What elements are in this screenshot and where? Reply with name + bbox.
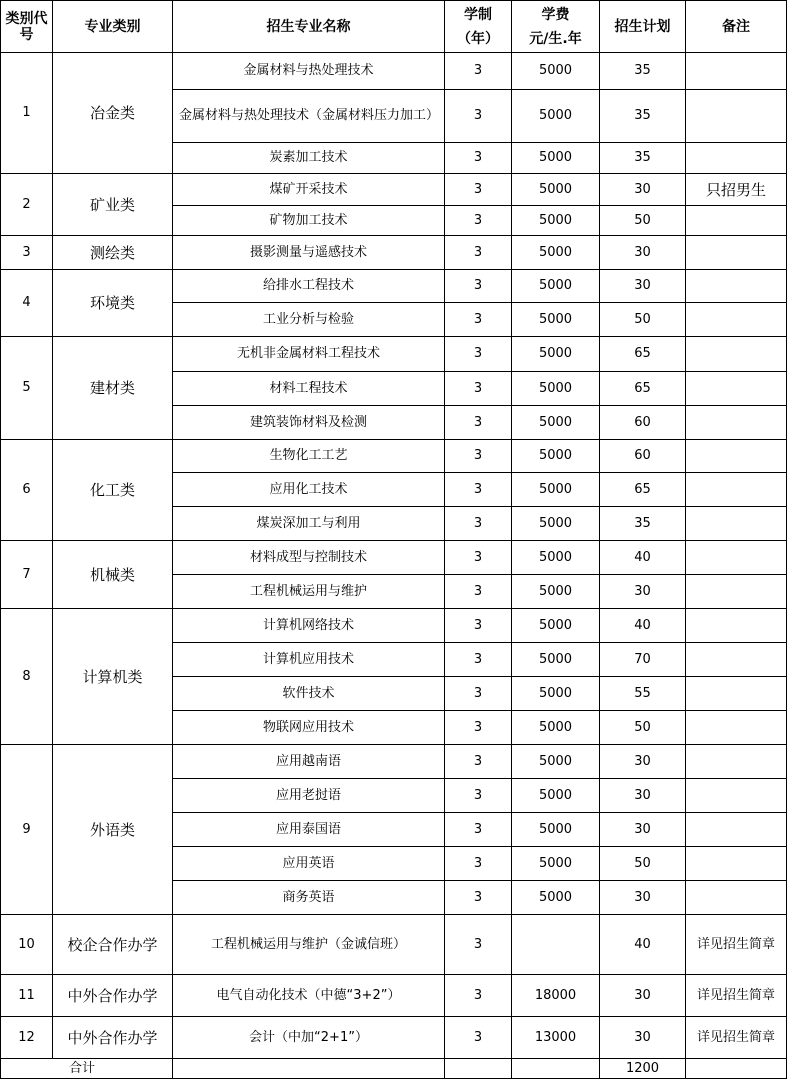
- header-years-line2: （年）: [457, 30, 499, 47]
- category-name: 校企合作办学: [53, 915, 173, 975]
- note-cell: [686, 270, 787, 303]
- category-code: 9: [1, 745, 53, 915]
- table-body: [1, 53, 787, 1059]
- years-cell: 3: [445, 143, 512, 174]
- major-name: 煤矿开采技术: [173, 174, 445, 206]
- fee-cell: 5000: [512, 745, 600, 779]
- plan-cell: 30: [600, 881, 686, 915]
- header-years-line1: 学制: [464, 6, 492, 23]
- note-cell: [686, 779, 787, 813]
- major-name: 无机非金属材料工程技术: [173, 337, 445, 372]
- header-fee-line1: 学费: [541, 6, 570, 23]
- major-name: 物联网应用技术: [173, 711, 445, 745]
- fee-cell: 5000: [512, 813, 600, 847]
- category-code: 5: [1, 337, 53, 440]
- table-row: [1, 975, 787, 1017]
- years-cell: 3: [445, 609, 512, 643]
- header-code: 类别代号: [1, 1, 53, 53]
- years-cell: 3: [445, 541, 512, 575]
- fee-cell: 5000: [512, 473, 600, 507]
- category-name: 计算机类: [53, 609, 173, 745]
- total-empty-major: [173, 1059, 445, 1079]
- plan-cell: 40: [600, 915, 686, 975]
- fee-cell: 5000: [512, 643, 600, 677]
- plan-cell: 55: [600, 677, 686, 711]
- total-empty-years: [445, 1059, 512, 1079]
- header-plan: 招生计划: [600, 1, 686, 53]
- header-years: [445, 1, 512, 53]
- table-row: [1, 541, 787, 575]
- plan-cell: 30: [600, 575, 686, 609]
- header-category: 专业类别: [53, 1, 173, 53]
- category-code: 1: [1, 53, 53, 174]
- years-cell: 3: [445, 975, 512, 1017]
- years-cell: 3: [445, 206, 512, 236]
- category-code: 2: [1, 174, 53, 236]
- major-name: 建筑装饰材料及检测: [173, 406, 445, 440]
- years-cell: 3: [445, 813, 512, 847]
- category-code: 10: [1, 915, 53, 975]
- years-cell: 3: [445, 53, 512, 90]
- years-cell: 3: [445, 1017, 512, 1059]
- table-row: [1, 440, 787, 473]
- years-cell: 3: [445, 643, 512, 677]
- plan-cell: 60: [600, 440, 686, 473]
- years-cell: 3: [445, 90, 512, 143]
- category-name: 矿业类: [53, 174, 173, 236]
- category-name: 外语类: [53, 745, 173, 915]
- major-name: 工程机械运用与维护: [173, 575, 445, 609]
- note-cell: [686, 372, 787, 406]
- fee-cell: 5000: [512, 677, 600, 711]
- major-name: 材料成型与控制技术: [173, 541, 445, 575]
- category-name: 测绘类: [53, 236, 173, 270]
- note-cell: 只招男生: [686, 174, 787, 206]
- years-cell: 3: [445, 779, 512, 813]
- total-plan: 1200: [600, 1059, 686, 1079]
- plan-cell: 40: [600, 541, 686, 575]
- fee-cell: 5000: [512, 337, 600, 372]
- table-row: [1, 270, 787, 303]
- fee-cell: 5000: [512, 53, 600, 90]
- category-code: 6: [1, 440, 53, 541]
- plan-cell: 30: [600, 174, 686, 206]
- table-row: [1, 236, 787, 270]
- years-cell: 3: [445, 915, 512, 975]
- note-cell: [686, 711, 787, 745]
- table-row: [1, 337, 787, 372]
- major-name: 工业分析与检验: [173, 303, 445, 337]
- note-cell: [686, 609, 787, 643]
- plan-cell: 35: [600, 507, 686, 541]
- category-code: 11: [1, 975, 53, 1017]
- fee-cell: 18000: [512, 975, 600, 1017]
- major-name: 计算机网络技术: [173, 609, 445, 643]
- category-code: 4: [1, 270, 53, 337]
- note-cell: 详见招生简章: [686, 1017, 787, 1059]
- note-cell: 详见招生简章: [686, 975, 787, 1017]
- category-name: 中外合作办学: [53, 1017, 173, 1059]
- header-fee-line2: 元/生.年: [529, 30, 582, 47]
- header-note: 备注: [686, 1, 787, 53]
- major-name: 工程机械运用与维护（金诚信班）: [173, 915, 445, 975]
- plan-cell: 40: [600, 609, 686, 643]
- note-cell: [686, 236, 787, 270]
- note-cell: 详见招生简章: [686, 915, 787, 975]
- note-cell: [686, 881, 787, 915]
- major-name: 商务英语: [173, 881, 445, 915]
- years-cell: 3: [445, 372, 512, 406]
- note-cell: [686, 677, 787, 711]
- plan-cell: 35: [600, 90, 686, 143]
- major-name: 炭素加工技术: [173, 143, 445, 174]
- fee-cell: 5000: [512, 609, 600, 643]
- fee-cell: 5000: [512, 270, 600, 303]
- years-cell: 3: [445, 507, 512, 541]
- plan-cell: 50: [600, 711, 686, 745]
- fee-cell: 5000: [512, 881, 600, 915]
- total-empty-fee: [512, 1059, 600, 1079]
- years-cell: 3: [445, 575, 512, 609]
- fee-cell: 5000: [512, 847, 600, 881]
- header-row: [1, 1, 787, 53]
- major-name: 生物化工工艺: [173, 440, 445, 473]
- category-name: 建材类: [53, 337, 173, 440]
- note-cell: [686, 440, 787, 473]
- table-row: [1, 745, 787, 779]
- category-name: 机械类: [53, 541, 173, 609]
- fee-cell: 5000: [512, 406, 600, 440]
- note-cell: [686, 406, 787, 440]
- major-name: 应用泰国语: [173, 813, 445, 847]
- plan-cell: 30: [600, 270, 686, 303]
- years-cell: 3: [445, 881, 512, 915]
- years-cell: 3: [445, 745, 512, 779]
- plan-cell: 30: [600, 745, 686, 779]
- major-name: 会计（中加“2+1”）: [173, 1017, 445, 1059]
- years-cell: 3: [445, 440, 512, 473]
- major-name: 材料工程技术: [173, 372, 445, 406]
- plan-cell: 65: [600, 337, 686, 372]
- header-major: 招生专业名称: [173, 1, 445, 53]
- note-cell: [686, 90, 787, 143]
- plan-cell: 50: [600, 303, 686, 337]
- major-name: 金属材料与热处理技术: [173, 53, 445, 90]
- fee-cell: 5000: [512, 236, 600, 270]
- major-name: 应用越南语: [173, 745, 445, 779]
- plan-cell: 30: [600, 975, 686, 1017]
- major-name: 应用英语: [173, 847, 445, 881]
- category-code: 3: [1, 236, 53, 270]
- plan-cell: 60: [600, 406, 686, 440]
- plan-cell: 35: [600, 53, 686, 90]
- note-cell: [686, 53, 787, 90]
- category-code: 8: [1, 609, 53, 745]
- years-cell: 3: [445, 236, 512, 270]
- fee-cell: 5000: [512, 440, 600, 473]
- note-cell: [686, 206, 787, 236]
- fee-cell: 5000: [512, 541, 600, 575]
- table-row: [1, 1017, 787, 1059]
- fee-cell: [512, 915, 600, 975]
- plan-cell: 70: [600, 643, 686, 677]
- category-code: 12: [1, 1017, 53, 1059]
- plan-cell: 65: [600, 473, 686, 507]
- note-cell: [686, 847, 787, 881]
- plan-cell: 35: [600, 143, 686, 174]
- fee-cell: 5000: [512, 779, 600, 813]
- category-name: 冶金类: [53, 53, 173, 174]
- plan-cell: 30: [600, 813, 686, 847]
- note-cell: [686, 303, 787, 337]
- fee-cell: 13000: [512, 1017, 600, 1059]
- header-fee: [512, 1, 600, 53]
- total-row: [1, 1059, 787, 1079]
- years-cell: 3: [445, 711, 512, 745]
- fee-cell: 5000: [512, 303, 600, 337]
- note-cell: [686, 337, 787, 372]
- total-empty-note: [686, 1059, 787, 1079]
- major-name: 煤炭深加工与利用: [173, 507, 445, 541]
- note-cell: [686, 473, 787, 507]
- note-cell: [686, 745, 787, 779]
- plan-cell: 30: [600, 1017, 686, 1059]
- category-name: 中外合作办学: [53, 975, 173, 1017]
- years-cell: 3: [445, 174, 512, 206]
- total-label: 合计: [1, 1059, 173, 1079]
- years-cell: 3: [445, 677, 512, 711]
- table-row: [1, 609, 787, 643]
- table-row: [1, 915, 787, 975]
- years-cell: 3: [445, 406, 512, 440]
- major-name: 矿物加工技术: [173, 206, 445, 236]
- fee-cell: 5000: [512, 711, 600, 745]
- major-name: 计算机应用技术: [173, 643, 445, 677]
- fee-cell: 5000: [512, 507, 600, 541]
- table-row: [1, 174, 787, 206]
- major-name: 给排水工程技术: [173, 270, 445, 303]
- plan-cell: 50: [600, 206, 686, 236]
- note-cell: [686, 813, 787, 847]
- fee-cell: 5000: [512, 90, 600, 143]
- plan-cell: 50: [600, 847, 686, 881]
- category-code: 7: [1, 541, 53, 609]
- plan-cell: 30: [600, 779, 686, 813]
- note-cell: [686, 507, 787, 541]
- years-cell: 3: [445, 270, 512, 303]
- plan-cell: 30: [600, 236, 686, 270]
- years-cell: 3: [445, 337, 512, 372]
- note-cell: [686, 643, 787, 677]
- years-cell: 3: [445, 847, 512, 881]
- fee-cell: 5000: [512, 143, 600, 174]
- fee-cell: 5000: [512, 575, 600, 609]
- major-name: 软件技术: [173, 677, 445, 711]
- note-cell: [686, 575, 787, 609]
- years-cell: 3: [445, 303, 512, 337]
- table-row: [1, 53, 787, 90]
- category-name: 环境类: [53, 270, 173, 337]
- major-name: 应用老挝语: [173, 779, 445, 813]
- fee-cell: 5000: [512, 372, 600, 406]
- years-cell: 3: [445, 473, 512, 507]
- fee-cell: 5000: [512, 174, 600, 206]
- note-cell: [686, 143, 787, 174]
- note-cell: [686, 541, 787, 575]
- major-name: 摄影测量与遥感技术: [173, 236, 445, 270]
- major-name: 金属材料与热处理技术（金属材料压力加工）: [173, 90, 445, 143]
- fee-cell: 5000: [512, 206, 600, 236]
- plan-cell: 65: [600, 372, 686, 406]
- major-name: 电气自动化技术（中德“3+2”）: [173, 975, 445, 1017]
- major-name: 应用化工技术: [173, 473, 445, 507]
- category-name: 化工类: [53, 440, 173, 541]
